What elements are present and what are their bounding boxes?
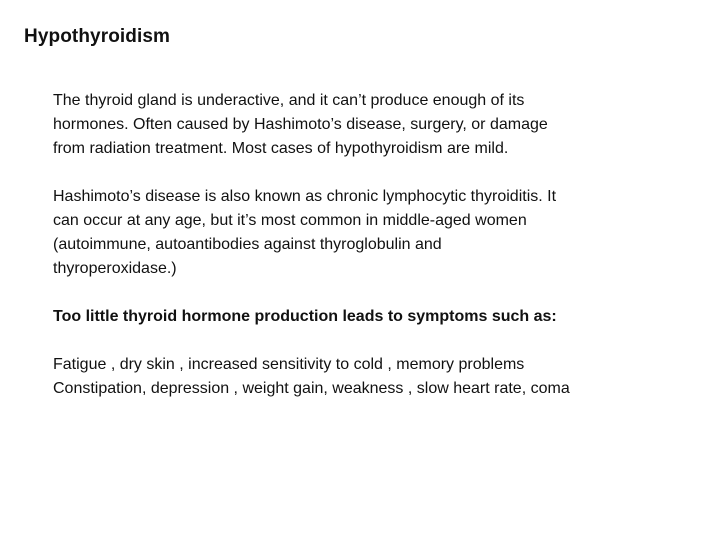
text-line: Constipation, depression , weight gain, weakness , slow heart rate, coma (53, 380, 570, 397)
text-line: Hashimoto’s disease is also known as chronic lymphocytic thyroiditis. It (53, 188, 557, 205)
paragraph-symptoms-list (53, 353, 673, 401)
slide-body (53, 89, 673, 425)
text-line: The thyroid gland is underactive, and it can’t produce enough of its (53, 92, 525, 109)
text-line: thyroperoxidase.) (53, 260, 177, 277)
text-line: hormones. Often caused by Hashimoto’s disease, surgery, or damage (53, 116, 548, 133)
text-line: can occur at any age, but it’s most common in middle-aged women (53, 212, 527, 229)
text-line: Too little thyroid hormone production leads to symptoms such as: (53, 308, 557, 325)
slide-title: Hypothyroidism (24, 26, 171, 47)
paragraph-symptoms-heading (53, 305, 673, 329)
text-line: from radiation treatment. Most cases of hypothyroidism are mild. (53, 140, 509, 157)
text-line: (autoimmune, autoantibodies against thyroglobulin and (53, 236, 442, 253)
text-line: Fatigue , dry skin , increased sensitivity to cold , memory problems (53, 356, 525, 373)
paragraph-hashimoto (53, 185, 673, 281)
paragraph-definition (53, 89, 673, 161)
